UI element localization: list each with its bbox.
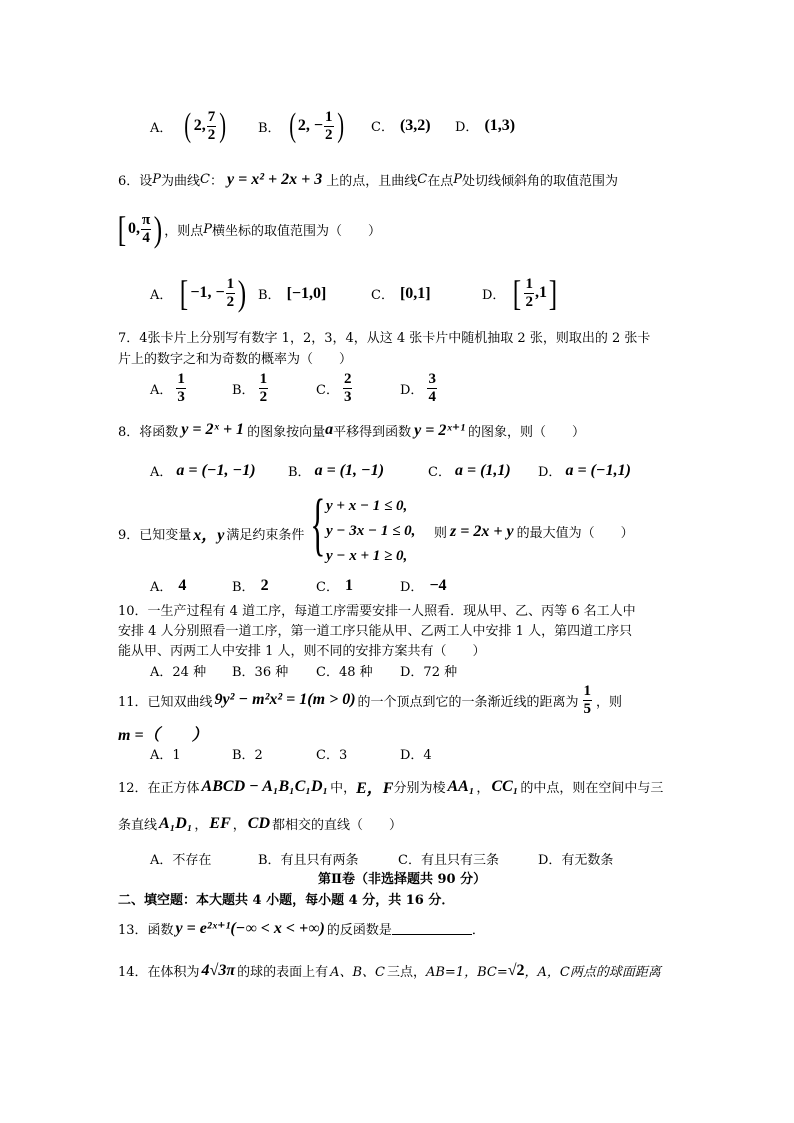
q9-stem-pre: 9．已知变量 x，y 满足约束条件 xyxy=(118,527,305,544)
q6-option-a: A． [ −1, − $\frac{1}{2}$ ) xyxy=(150,273,247,313)
q6-curve-equation: y = x² + 2x + 3 xyxy=(227,170,323,188)
q9-option-c: C． 1 xyxy=(316,576,353,595)
section-heading: 二、填空题：本大题共 4 小题，每小题 4 分，共 16 分． xyxy=(118,893,455,908)
q8-option-b: B． a = (1, −1) xyxy=(288,461,385,480)
q14-stem: 14．在体积为 4√3π 的球的表面上有 A、B、C 三点， AB=1，BC= √2 ，A，C两点的球面距离 xyxy=(118,961,661,980)
q9-stem-post: 则 z = 2x + y 的最大值为（ ） xyxy=(434,522,634,541)
q6-stem-line1: 6．设 P 为曲线 C ： y = x² + 2x + 3 上的点，且曲线 C 在点 P 处切线倾斜角的取值范围为 xyxy=(118,170,619,189)
q7-stem-line2: 片上的数字之和为奇数的概率为（ ） xyxy=(118,352,353,367)
answer-blank[interactable] xyxy=(392,922,472,935)
q11-stem-line1: 11．已知双曲线 9y² − m²x² = 1(m > 0) 的一个顶点到它的一条渐近线的距离为 $\frac{1}{5}$ ，则 xyxy=(118,682,623,717)
q10-option-b: B．36 种 xyxy=(232,665,289,680)
q5-option-a: A． ( 2, $\frac{7}{2}$ ) xyxy=(150,107,227,144)
q10-stem-line1: 10．一生产过程有 4 道工序，每道工序需要安排一人照看．现从甲、乙、丙等 6 名工人中 xyxy=(118,604,636,619)
q5-option-b: B． ( 2, − $\frac{1}{2}$ ) xyxy=(258,107,344,144)
q9-option-b: B． 2 xyxy=(232,576,269,595)
q10-option-d: D．72 种 xyxy=(400,665,458,680)
q12-option-a: A．不存在 xyxy=(150,853,212,868)
q11-option-c: C．3 xyxy=(316,748,348,763)
q8-option-c: C． a = (1,1) xyxy=(428,461,511,480)
q9-option-a: A． 4 xyxy=(150,576,187,595)
q6-option-b: B． [−1,0] xyxy=(258,284,327,303)
q10-option-a: A．24 种 xyxy=(150,665,207,680)
q9-option-d: D． −4 xyxy=(400,576,447,595)
q8-option-a: A． a = (−1, −1) xyxy=(150,461,256,480)
q9-constraints: y + x − 1 ≤ 0, y − 3x − 1 ≤ 0, y − x + 1 ≥ 0, xyxy=(326,498,416,564)
q6-option-c: C． [0,1] xyxy=(371,284,431,303)
q6-stem-line2: [ 0, $\frac{\pi}{4}$ ) ，则点 P 横坐标的取值范围为（ ） xyxy=(117,209,381,249)
q10-option-c: C．48 种 xyxy=(316,665,373,680)
q10-stem-line3: 能从甲、丙两工人中安排 1 人，则不同的安排方案共有（ ） xyxy=(118,644,486,659)
q13-stem: 13．函数 y = e²ˣ⁺¹(−∞ < x < +∞) 的反函数是 ． xyxy=(118,920,485,938)
q7-option-c: C． $\frac{2}{3}$ xyxy=(316,370,352,405)
q9-brace: { xyxy=(310,486,326,563)
q7-option-b: B． $\frac{1}{2}$ xyxy=(232,370,268,405)
q11-option-a: A．1 xyxy=(150,748,181,763)
q12-stem-line1: 12．在正方体 ABCD − A₁B₁C₁D₁ 中， E，F 分别为棱 AA₁ ， CC₁ 的中点，则在空间中与三 xyxy=(118,777,664,797)
option-label: A． xyxy=(150,120,173,136)
q12-option-c: C．有且只有三条 xyxy=(398,853,499,868)
q7-option-d: D． $\frac{3}{4}$ xyxy=(400,370,436,405)
q12-option-d: D．有无数条 xyxy=(538,853,614,868)
section-title: 第Ⅱ卷（非选择题共 90 分） xyxy=(318,872,487,887)
q12-stem-line2: 条直线 A₁D₁ ， EF ， CD 都相交的直线（ ） xyxy=(118,814,403,833)
q5-option-d: D． (1,3) xyxy=(455,116,516,135)
q11-option-d: D．4 xyxy=(400,748,432,763)
q6-option-d: D． [ $\frac{1}{2}$ ,1 ] xyxy=(482,273,558,313)
q8-stem: 8．将函数 y = 2ˣ + 1 的图象按向量 a 平移得到函数 y = 2ˣ⁺¹ 的图象，则（ ） xyxy=(118,421,586,440)
q11-option-b: B．2 xyxy=(232,748,263,763)
q7-stem-line1: 7．4张卡片上分别写有数字 1，2，3，4，从这 4 张卡片中随机抽取 2 张，则取出的 2 张卡 xyxy=(118,331,651,346)
q7-option-a: A． $\frac{1}{3}$ xyxy=(150,370,185,405)
q12-option-b: B．有且只有两条 xyxy=(258,853,359,868)
q8-option-d: D． a = (−1,1) xyxy=(538,461,631,480)
q11-stem-line2: m =（ ） xyxy=(118,727,208,744)
q5-option-c: C． (3,2) xyxy=(371,116,431,135)
q10-stem-line2: 安排 4 人分别照看一道工序，第一道工序只能从甲、乙两工人中安排 1 人，第四道工序只 xyxy=(118,624,633,639)
